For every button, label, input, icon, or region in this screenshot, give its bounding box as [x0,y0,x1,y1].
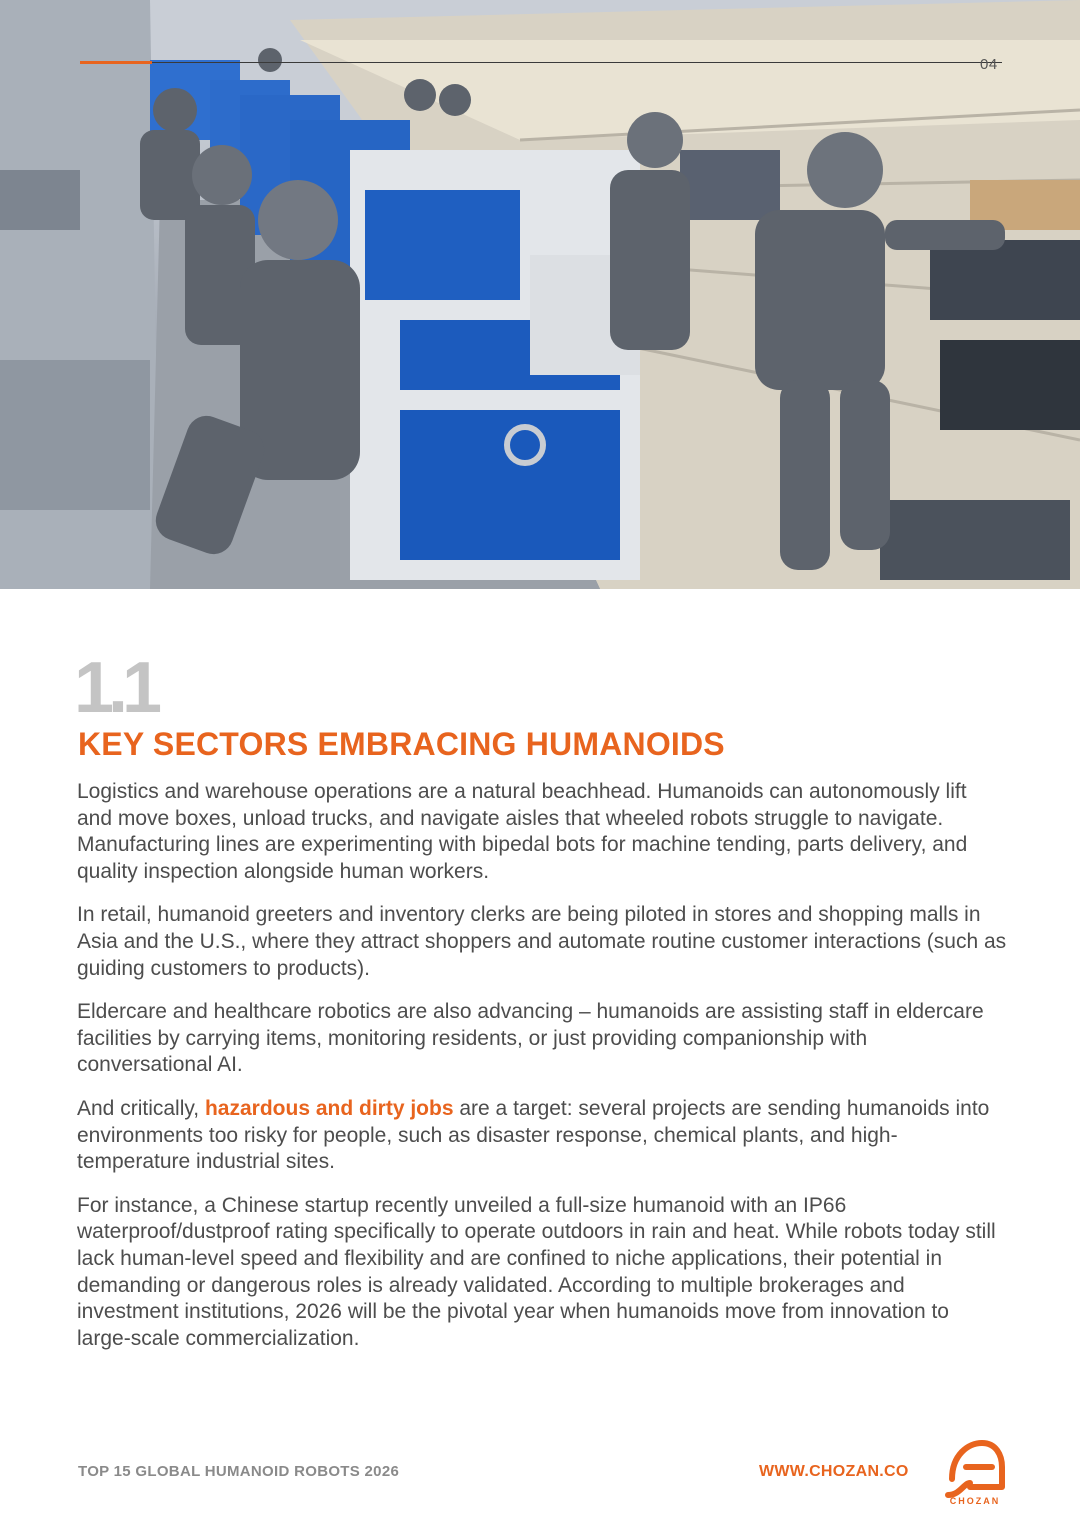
logo-wordmark: CHOZAN [949,1496,1001,1506]
paragraph-hazardous-lead: And critically, [77,1096,205,1120]
hero-image [0,0,1080,589]
section-title: KEY SECTORS EMBRACING HUMANOIDS [78,726,725,762]
header-rule [80,62,1002,63]
paragraph-eldercare: Eldercare and healthcare robotics are also advancing – humanoids are assisting staff in eldercare facilities by carrying items, monitoring residents, or just providing companionship with conversational AI. [77,1000,984,1077]
hazardous-highlight: hazardous and dirty jobs [204,1096,454,1120]
section-number: 1.1 [74,648,157,728]
paragraph-hazardous-rest: are a target: several projects are sending humanoids into environments too risky for people, such as disaster response, chemical plants, and high-temperature industrial sites. [77,1096,990,1174]
page-number: 04 [980,56,998,73]
paragraph-hazardous [77,1096,1007,1176]
paragraph-retail: In retail, humanoid greeters and inventory clerks are being piloted in stores and shopping malls in Asia and the U.S., where they attract shoppers and automate routine customer interactions (such as guiding customers to products). [77,903,1007,980]
header-rule-accent [80,61,152,64]
footer-website-link[interactable]: WWW.CHOZAN.CO [759,1463,909,1480]
warehouse-humanoid-robots-photo [0,0,1080,589]
paragraph-logistics: Logistics and warehouse operations are a natural beachhead. Humanoids can autonomously lift and move boxes, unload trucks, and navigate aisles that wheeled robots struggle to navigate. Manufacturing lines are experimenting with bipedal bots for machine tending, parts delivery, and quality inspection alongside human workers. [77,780,968,883]
footer-report-title: TOP 15 GLOBAL HUMANOID ROBOTS 2026 [78,1463,400,1480]
body-text [77,779,1007,1369]
paragraph-commercialization: For instance, a Chinese startup recently unveiled a full-size humanoid with an IP66 waterproof/dustproof rating specifically to operate outdoors in rain and heat. While robots today still lack human-level speed and flexibility and are confined to niche applications, their potential in demanding or dangerous roles is already validated. According to multiple brokerages and investment institutions, 2026 will be the pivotal year when humanoids move from innovation to large-scale commercialization. [77,1193,996,1350]
